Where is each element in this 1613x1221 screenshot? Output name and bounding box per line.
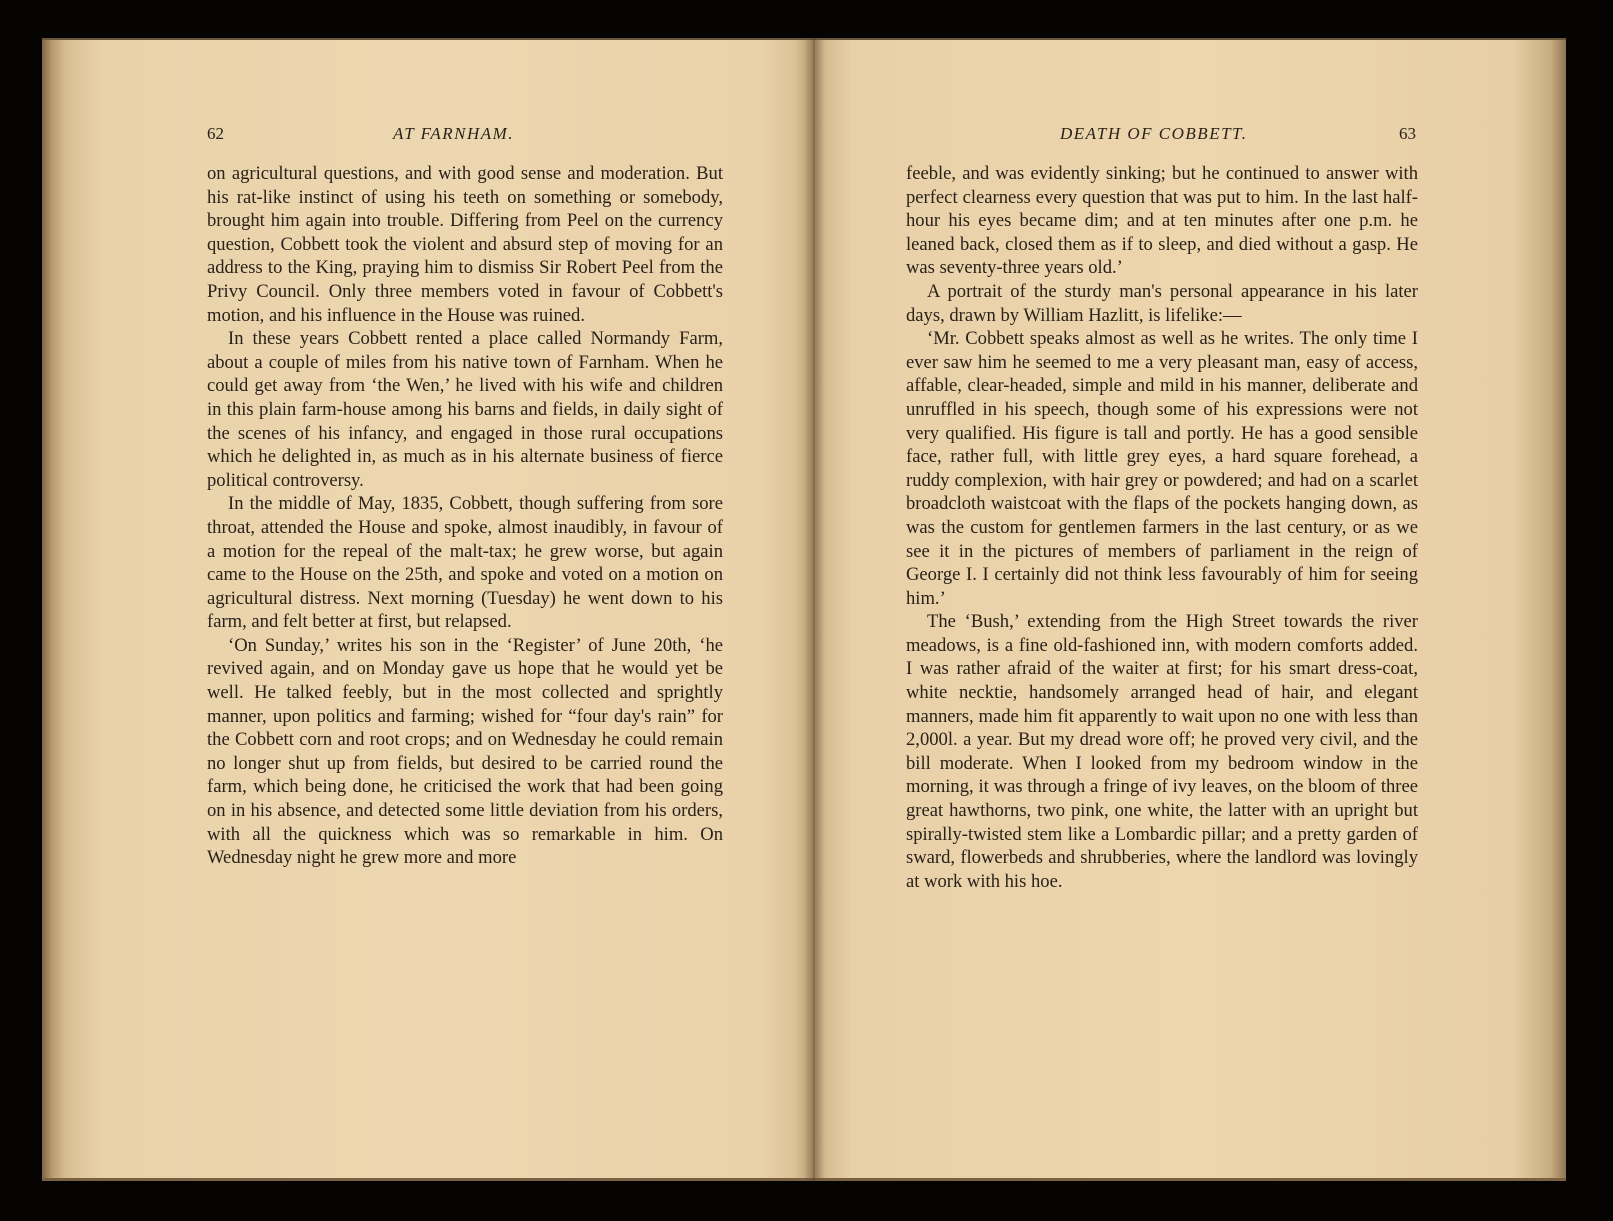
left-page	[42, 38, 813, 1181]
right-page	[813, 38, 1566, 1181]
paragraph: In the middle of May, 1835, Cobbett, though suffering from sore throat, attended the House and spoke, almost inaudibly, in favour of a motion for the repeal of the malt-tax; he grew worse, but again came to the House on the 25th, and spoke and voted on a motion on agricultural distress. Next morning (Tuesday) he went down to his farm, and felt better at first, but relapsed.	[207, 493, 723, 633]
page-number: 63	[1399, 124, 1416, 143]
paragraph: feeble, and was evidently sinking; but he continued to answer with perfect clearness every question that was put to him. In the last half-hour his eyes became dim; and at ten minutes after one p.m. he leaned back, closed them as if to sleep, and died without a gasp. He was seventy-three years old.’	[906, 163, 1418, 279]
body-text	[906, 162, 1418, 893]
paragraph: The ‘Bush,’ extending from the High Street towards the river meadows, is a fine old-fashioned inn, with modern comforts added. I was rather afraid of the waiter at first; for his smart dress-coat, white necktie, handsomely arranged head of hair, and elegant manners, made him fit apparently to wait upon no one with less than 2,000l. a year. But my dread wore off; he proved very civil, and the bill moderate. When I looked from my bedroom window in the morning, it was through a fringe of ivy leaves, on the bloom of three great hawthorns, two pink, one white, the latter with an upright but spirally-twisted stem like a Lombardic pillar; and a pretty garden of sward, flowerbeds and shrubberies, where the landlord was lovingly at work with his hoe.	[906, 611, 1418, 892]
page-number: 62	[207, 124, 224, 143]
running-head: DEATH OF COBBETT.	[1060, 124, 1248, 143]
paragraph: ‘Mr. Cobbett speaks almost as well as he writes. The only time I ever saw him he seemed to me a very pleasant man, easy of access, affable, clear-headed, simple and mild in his manner, deliberate and unruffled in his speech, though some of his expressions were not very qualified. His figure is tall and portly. He has a good sensible face, rather full, with little grey eyes, a hard square forehead, a ruddy complexion, with hair grey or powdered; and had on a scarlet broadcloth waistcoat with the flaps of the pockets hanging down, as was the custom for gentlemen farmers in the last century, or as we see it in the pictures of members of parliament in the reign of George I. I certainly did not think less favourably of him for seeing him.’	[906, 328, 1418, 609]
body-text	[207, 162, 723, 870]
book-spread	[42, 38, 1566, 1181]
running-head: AT FARNHAM.	[393, 124, 515, 143]
paragraph: In these years Cobbett rented a place called Normandy Farm, about a couple of miles from his native town of Farnham. When he could get away from ‘the Wen,’ he lived with his wife and children in this plain farm-house among his barns and fields, in daily sight of the scenes of his infancy, and engaged in those rural occupations which he delighted in, as much as in his alternate business of fierce political controversy.	[207, 328, 723, 491]
paragraph: A portrait of the sturdy man's personal appearance in his later days, drawn by William Hazlitt, is lifelike:—	[906, 280, 1418, 326]
paragraph: on agricultural questions, and with good sense and moderation. But his rat-like instinct of using his teeth on something or somebody, brought him again into trouble. Differing from Peel on the currency question, Cobbett took the violent and absurd step of moving for an address to the King, praying him to dismiss Sir Robert Peel from the Privy Council. Only three members voted in favour of Cobbett's motion, and his influence in the House was ruined.	[207, 163, 723, 326]
paragraph: ‘On Sunday,’ writes his son in the ‘Register’ of June 20th, ‘he revived again, and on Monday gave us hope that he would yet be well. He talked feebly, but in the most collected and sprightly manner, upon politics and farming; wished for “four day's rain” for the Cobbett corn and root crops; and on Wednesday he could remain no longer shut up from fields, but desired to be carried round the farm, which being done, he criticised the work that had been going on in his absence, and detected some little deviation from his orders, with all the quickness which was so remarkable in him. On Wednesday night he grew more and more	[207, 634, 723, 869]
